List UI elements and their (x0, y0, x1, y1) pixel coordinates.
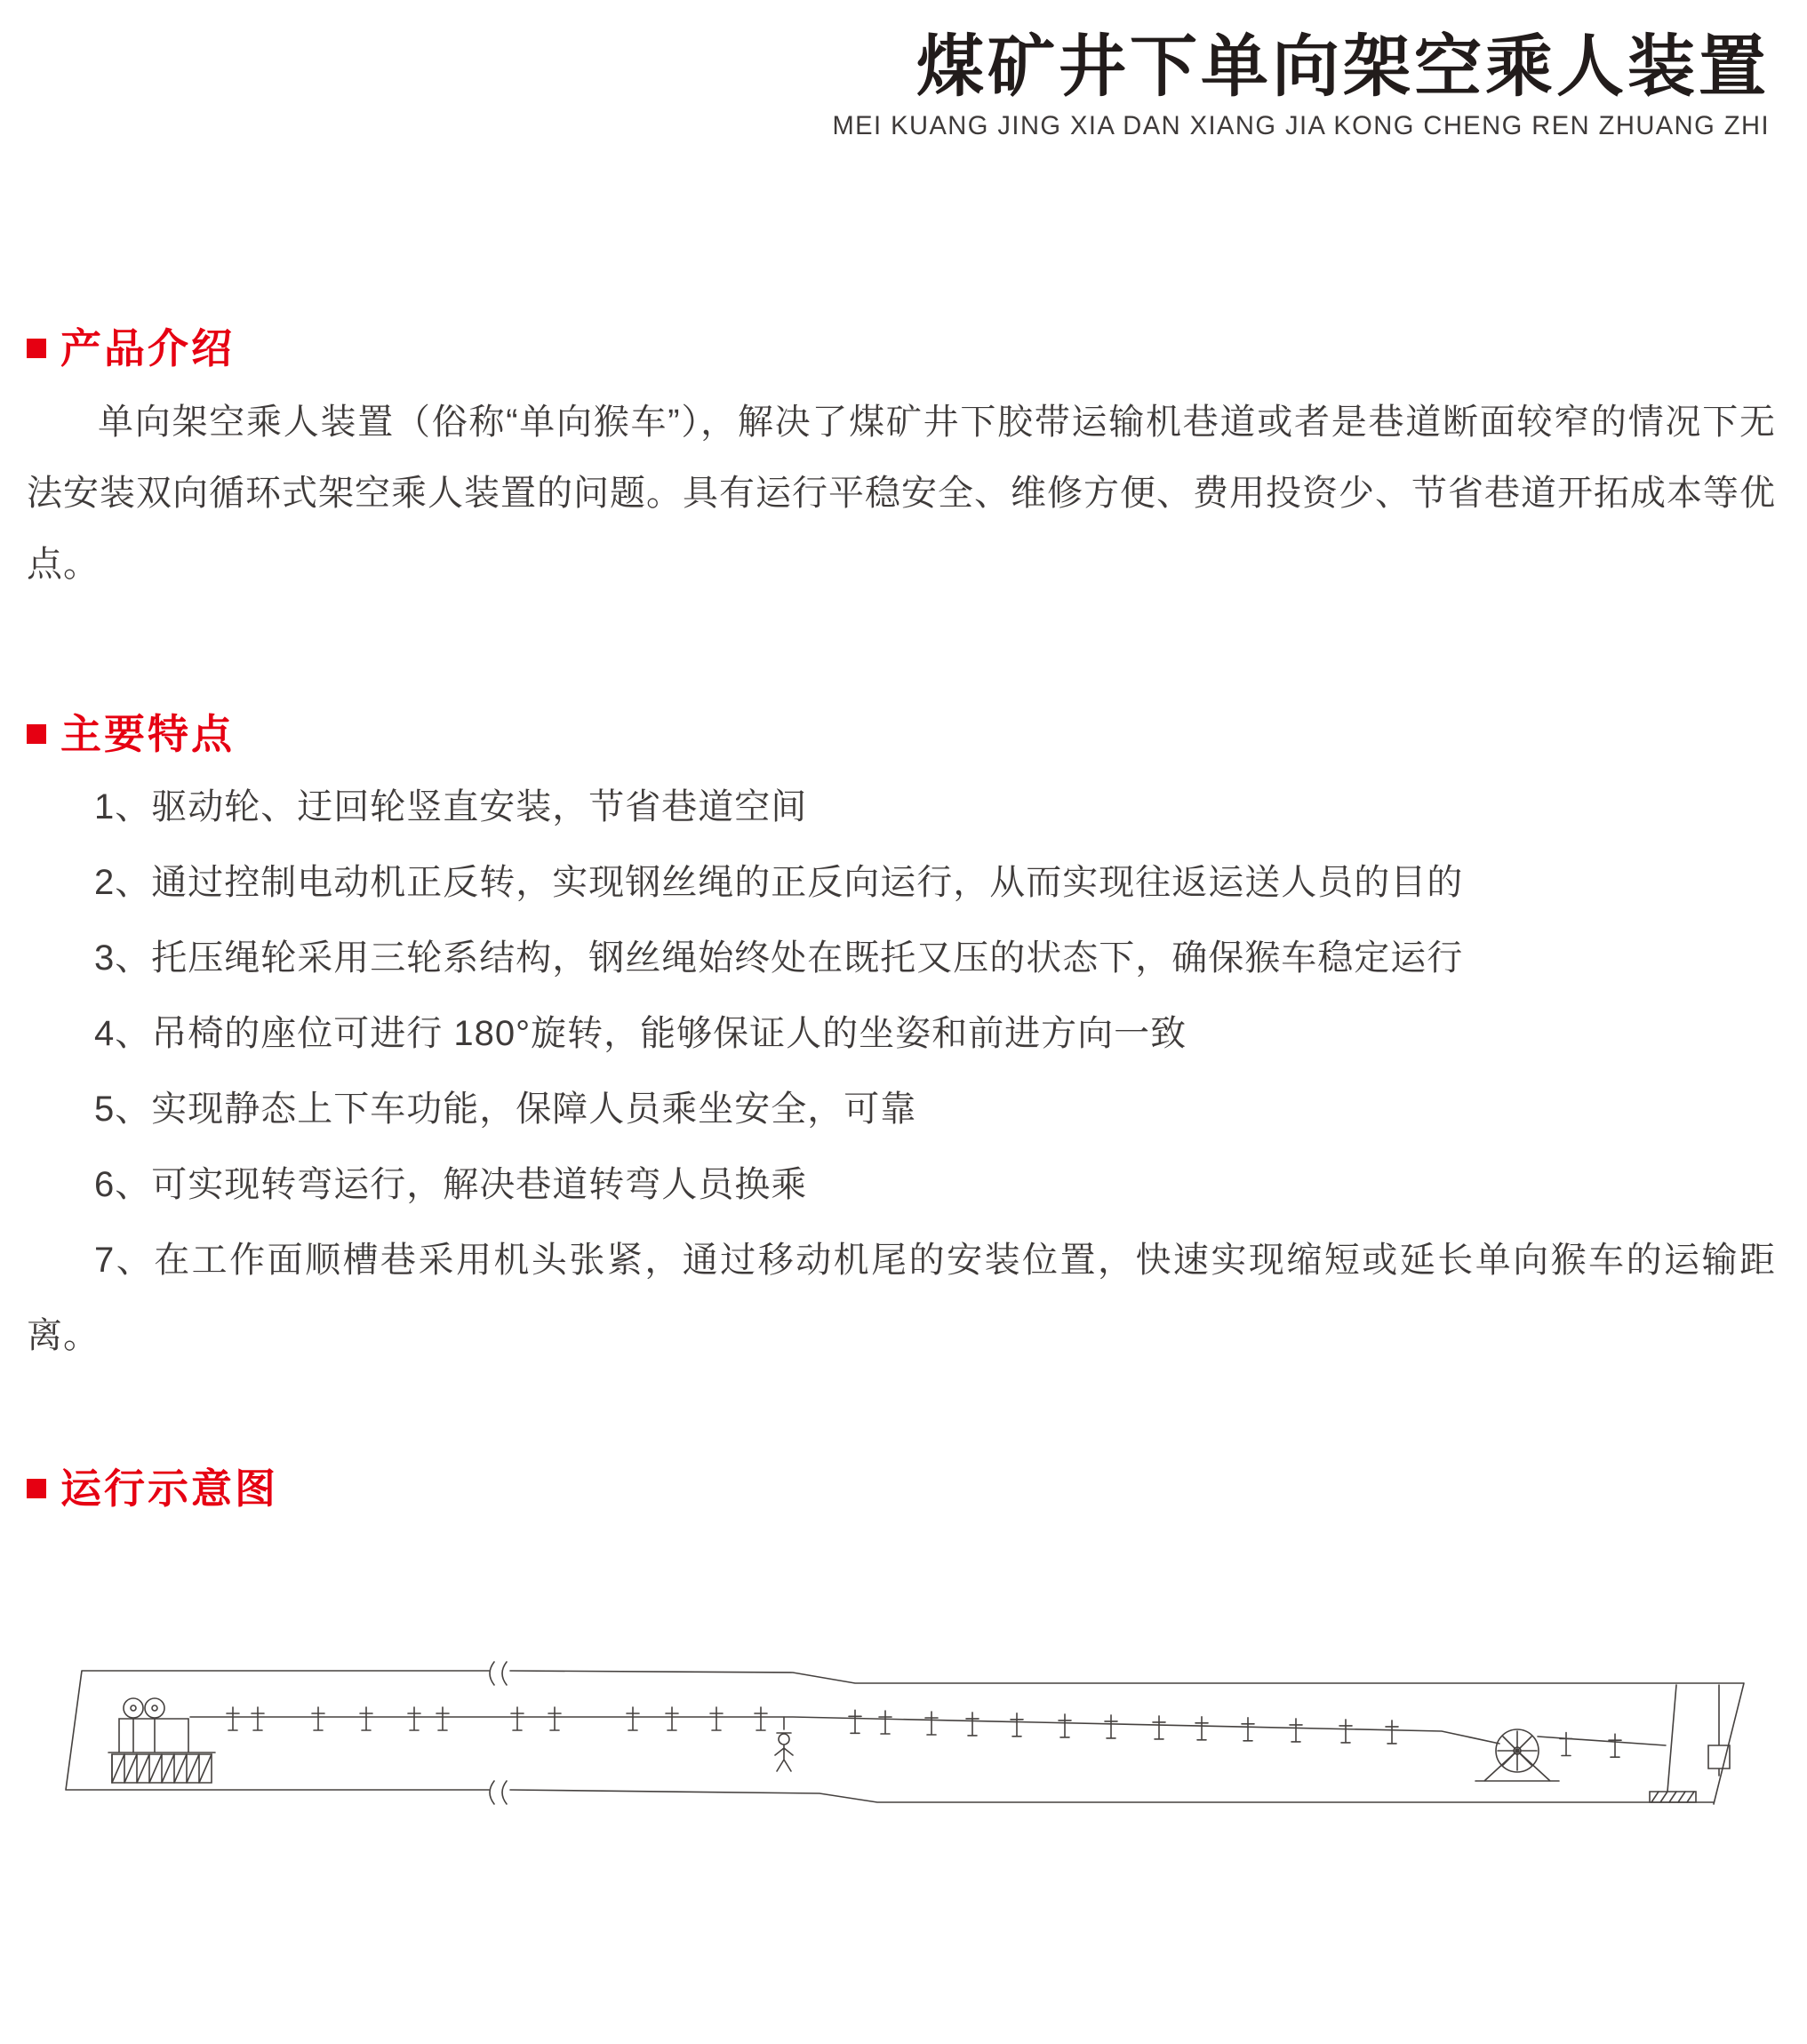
page-title: 煤矿井下单向架空乘人装置 (916, 29, 1770, 105)
red-square-bullet-icon (27, 1479, 46, 1498)
intro-heading-text: 产品介绍 (60, 324, 235, 371)
intro-paragraph: 单向架空乘人装置（俗称“单向猴车”），解决了煤矿井下胶带运输机巷道或者是巷道断面较窄的情况下无法安装双向循环式架空乘人装置的问题。具有运行平稳安全、维修方便、费用投资少、节省巷道开拓成本等优点。 (27, 403, 1776, 585)
drive-station (108, 1698, 215, 1783)
feature-item: 2、通过控制电动机正反转，实现钢丝绳的正反向运行，从而实现往返运送人员的目的 (94, 862, 1464, 902)
page-header (0, 0, 1807, 141)
intro-section-heading (27, 326, 1807, 371)
feature-item: 3、托压绳轮采用三轮系结构，钢丝绳始终处在既托又压的状态下，确保猴车稳定运行 (94, 938, 1464, 978)
wire-rope (190, 1717, 1666, 1745)
feature-item: 5、实现静态上下车功能，保障人员乘坐安全，可靠 (94, 1089, 917, 1129)
red-square-bullet-icon (27, 339, 46, 358)
hanging-chairs (227, 1707, 1621, 1757)
feature-item: 7、在工作面顺槽巷采用机头张紧，通过移动机尾的安装位置，快速实现缩短或延长单向猴车的运输距离。 (27, 1240, 1776, 1355)
diagram-section-heading (27, 1466, 1807, 1512)
diagram-heading-text: 运行示意图 (60, 1465, 278, 1512)
feature-list (27, 770, 1776, 1374)
section-operation-diagram (0, 1466, 1807, 1821)
roadway-outline (66, 1671, 1744, 1804)
features-section-heading (27, 712, 1807, 757)
red-square-bullet-icon (27, 724, 46, 744)
feature-item: 6、可实现转弯运行，解决巷道转弯人员换乘 (94, 1164, 808, 1204)
section-product-intro (0, 326, 1807, 601)
support-prop (1650, 1685, 1696, 1802)
section-main-features (0, 712, 1807, 1374)
feature-item: 1、驱动轮、迂回轮竖直安装，节省巷道空间 (94, 786, 808, 826)
break-marks (490, 1662, 507, 1804)
operation-diagram (55, 1660, 1771, 1820)
page-subtitle: MEI KUANG JING XIA DAN XIANG JIA KONG CHENG REN ZHUANG ZHI (832, 110, 1770, 140)
tension-weight (1708, 1685, 1730, 1776)
features-heading-text: 主要特点 (60, 711, 235, 758)
feature-item: 4、吊椅的座位可进行 180°旋转，能够保证人的坐姿和前进方向一致 (94, 1013, 1187, 1053)
rider-figure (775, 1717, 793, 1771)
